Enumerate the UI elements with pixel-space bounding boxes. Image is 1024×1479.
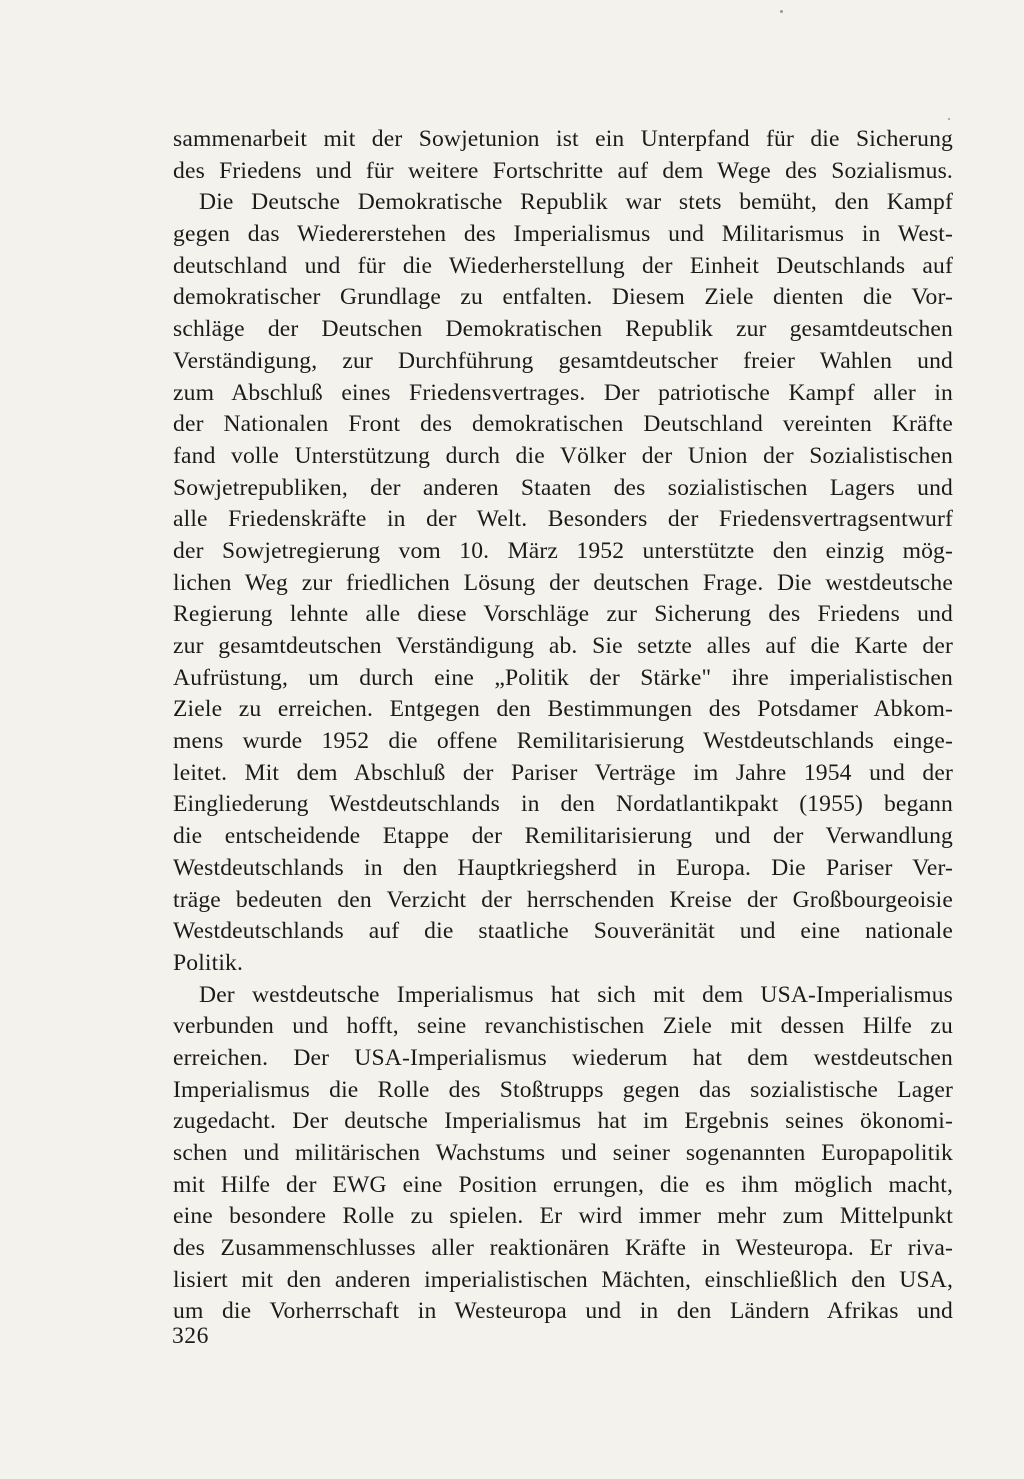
text-line: lisiert mit den anderen imperialistischen Mächten, einschließlich den USA, [173, 1266, 953, 1293]
text-line: Der westdeutsche Imperialismus hat sich mit dem USA-Imperialismus [199, 981, 953, 1008]
text-line: erreichen. Der USA-Imperialismus wiederum hat dem westdeutschen [173, 1044, 953, 1071]
text-line: deutschland und für die Wiederherstellung der Einheit Deutschlands auf [173, 252, 953, 279]
text-line: die entscheidende Etappe der Remilitarisierung und der Verwandlung [173, 823, 953, 850]
text-line: Verständigung, zur Durchführung gesamtdeutscher freier Wahlen und [173, 347, 953, 374]
text-line: Ziele zu erreichen. Entgegen den Bestimmungen des Potsdamer Abkom- [173, 696, 953, 723]
text-line: gegen das Wiedererstehen des Imperialismus und Militarismus in West- [173, 221, 953, 248]
text-line: leitet. Mit dem Abschluß der Pariser Verträge im Jahre 1954 und der [173, 759, 953, 786]
body-text [173, 124, 953, 1328]
text-line: träge bedeuten den Verzicht der herrschenden Kreise der Großbourgeoisie [173, 886, 953, 913]
text-line: schläge der Deutschen Demokratischen Republik zur gesamtdeutschen [173, 316, 953, 343]
text-line: Die Deutsche Demokratische Republik war stets bemüht, den Kampf [199, 189, 953, 216]
text-line: alle Friedenskräfte in der Welt. Besonders der Friedensvertragsentwurf [173, 506, 953, 533]
text-line: zugedacht. Der deutsche Imperialismus hat im Ergebnis seines ökonomi- [173, 1108, 953, 1135]
scan-speck [948, 118, 950, 120]
text-line: verbunden und hofft, seine revanchistischen Ziele mit dessen Hilfe zu [173, 1013, 953, 1040]
text-line: Regierung lehnte alle diese Vorschläge zur Sicherung des Friedens und [173, 601, 953, 628]
text-line: des Friedens und für weitere Fortschritte auf dem Wege des Sozialismus. [173, 157, 953, 184]
text-line: zum Abschluß eines Friedensvertrages. Der patriotische Kampf aller in [173, 379, 953, 406]
text-line: der Sowjetregierung vom 10. März 1952 unterstützte den einzig mög- [173, 537, 953, 564]
text-line: eine besondere Rolle zu spielen. Er wird immer mehr zum Mittelpunkt [173, 1203, 953, 1230]
text-line: fand volle Unterstützung durch die Völker der Union der Sozialistischen [173, 442, 953, 469]
text-line: Westdeutschlands auf die staatliche Souveränität und eine nationale [173, 918, 953, 945]
text-line: der Nationalen Front des demokratischen Deutschland vereinten Kräfte [173, 411, 953, 438]
text-line: Sowjetrepubliken, der anderen Staaten des sozialistischen Lagers und [173, 474, 953, 501]
text-line: Imperialismus die Rolle des Stoßtrupps gegen das sozialistische Lager [173, 1076, 953, 1103]
text-line: zur gesamtdeutschen Verständigung ab. Sie setzte alles auf die Karte der [173, 633, 953, 659]
page-number: 326 [172, 1323, 209, 1349]
text-line: um die Vorherrschaft in Westeuropa und in den Ländern Afrikas und [173, 1298, 953, 1325]
text-line: schen und militärischen Wachstums und seiner sogenannten Europapolitik [173, 1140, 953, 1166]
text-line: Eingliederung Westdeutschlands in den Nordatlantikpakt (1955) begann [173, 791, 953, 818]
text-line: mens wurde 1952 die offene Remilitarisierung Westdeutschlands einge- [173, 728, 953, 755]
text-line: mit Hilfe der EWG eine Position errungen, die es ihm möglich macht, [173, 1171, 953, 1198]
text-line: des Zusammenschlusses aller reaktionären Kräfte in Westeuropa. Er riva- [173, 1235, 953, 1262]
text-line: Politik. [173, 949, 244, 976]
scan-speck [780, 10, 783, 13]
text-line: demokratischer Grundlage zu entfalten. Diesem Ziele dienten die Vor- [173, 284, 953, 311]
text-line: lichen Weg zur friedlichen Lösung der deutschen Frage. Die westdeutsche [173, 569, 953, 596]
text-line: sammenarbeit mit der Sowjetunion ist ein Unterpfand für die Sicherung [173, 126, 953, 152]
text-line: Aufrüstung, um durch eine „Politik der Stärke" ihre imperialistischen [173, 664, 953, 691]
text-line: Westdeutschlands in den Hauptkriegsherd in Europa. Die Pariser Ver- [173, 854, 953, 881]
